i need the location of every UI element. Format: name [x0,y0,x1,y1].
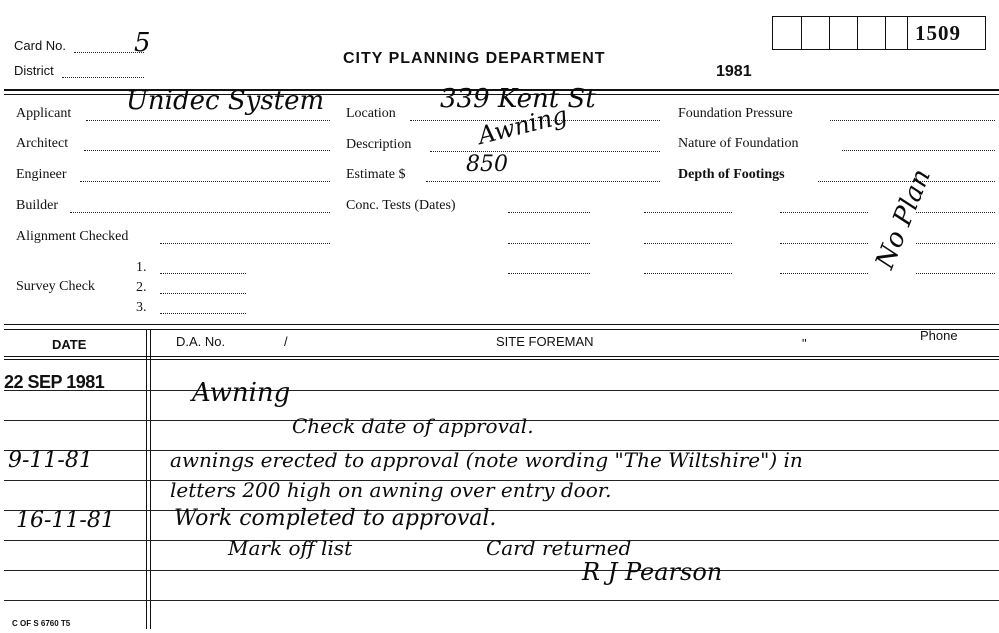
conc-tests-label: Conc. Tests (Dates) [346,198,456,213]
estimate-value: 850 [466,152,508,177]
district-label: District [14,63,54,78]
estimate-label: Estimate $ [346,167,406,182]
entry-line-4: letters 200 high on awning over entry door. [170,478,612,502]
entry-line-6b: Card returned [486,536,632,560]
location-value: 339 Kent St [440,84,596,114]
stamp-date: 22 SEP 1981 [4,372,105,392]
entry-date-3: 9-11-81 [8,448,93,473]
survey-2-label: 2. [136,280,147,295]
survey-3-label: 3. [136,300,147,315]
entry-line-2: Check date of approval. [292,414,534,438]
phone-value: " [802,336,807,351]
da-no-header: D.A. No. [176,334,226,349]
description-value: Awning [475,100,571,150]
site-foreman-header: SITE FOREMAN [496,334,594,349]
location-label: Location [346,106,396,121]
engineer-label: Engineer [16,167,67,182]
form-code: C OF S 6760 T5 [12,619,71,628]
nature-of-foundation-label: Nature of Foundation [678,136,799,151]
description-label: Description [346,137,412,152]
card-number: 1509 [915,21,961,45]
entry-line-5: Work completed to approval. [174,506,497,531]
entry-line-6a: Mark off list [228,536,353,560]
applicant-label: Applicant [16,106,72,121]
da-no-value: / [284,334,288,349]
phone-header: Phone [920,328,958,343]
architect-label: Architect [16,136,69,151]
entry-date-5: 16-11-81 [16,508,115,533]
page-title: CITY PLANNING DEPARTMENT [343,50,606,67]
alignment-label: Alignment Checked [16,229,129,244]
depth-of-footings-label: Depth of Footings [678,167,785,182]
card-no-value: 5 [134,28,151,58]
year: 1981 [716,63,752,80]
signature: R J Pearson [582,558,723,586]
side-note: No Plan [870,164,938,274]
card-no-label: Card No. [14,38,67,53]
applicant-value: Unidec System [126,86,325,116]
survey-label: Survey Check [16,279,95,294]
card-number-box [772,16,986,50]
date-header: DATE [52,337,87,352]
survey-1-label: 1. [136,260,147,275]
entry-line-3: awnings erected to approval (note wording "The Wiltshire") in [170,448,803,472]
builder-label: Builder [16,198,58,213]
entry-line-1: Awning [192,378,291,408]
foundation-pressure-label: Foundation Pressure [678,106,793,121]
